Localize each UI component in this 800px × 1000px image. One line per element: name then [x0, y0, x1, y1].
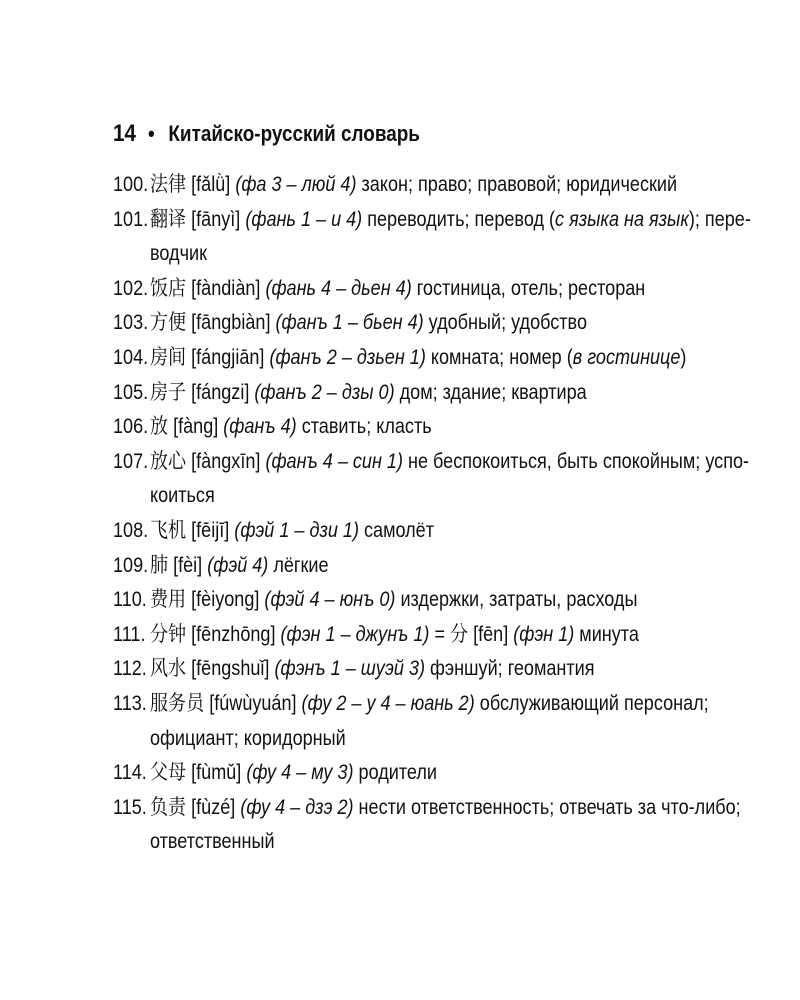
- entry-number: 104.: [113, 345, 149, 369]
- entry-transcription: (фанъ 2 – дзы 0): [254, 380, 395, 404]
- page-number: 14: [113, 120, 136, 147]
- entry-text: = 分 [fēn]: [429, 622, 514, 646]
- entry-number: 102.: [113, 276, 149, 300]
- entry-text: 父母 [fùmǔ]: [150, 761, 247, 785]
- entry-text: 费用 [fèiyong]: [150, 588, 265, 612]
- entry-text: гостиница, отель; ресторан: [411, 276, 646, 300]
- dictionary-entry: [113, 203, 751, 272]
- entry-text: обслуживающий персонал;: [474, 691, 709, 715]
- entry-transcription: (фэй 1 – дзи 1): [234, 518, 359, 542]
- entry-text: удобный; удобство: [423, 311, 588, 335]
- dictionary-entry: [113, 549, 711, 584]
- entry-number: 112.: [113, 657, 147, 681]
- entry-text: 方便 [fāngbiàn]: [150, 311, 276, 335]
- entry-transcription: (фэнъ 1 – шуэй 3): [274, 657, 425, 681]
- entry-transcription: (фа 3 – люй 4): [235, 173, 357, 196]
- entry-text: водчик: [150, 242, 207, 266]
- entry-body: [150, 272, 726, 307]
- entry-body: [150, 549, 711, 584]
- entry-text: 负责 [fùzé]: [150, 795, 241, 819]
- entry-line: [150, 203, 751, 238]
- entry-text: 服务员 [fúwùyuán]: [150, 691, 302, 715]
- entry-text: 翻译 [fānyì]: [150, 207, 246, 231]
- entry-body: [150, 618, 719, 653]
- dictionary-entry: [113, 791, 741, 860]
- entry-text: ответственный: [150, 830, 275, 854]
- entry-text: комната; номер (: [425, 345, 573, 369]
- entry-text: нести ответственность; отвечать за что-либо;: [353, 795, 741, 819]
- dictionary-entry: [113, 514, 711, 549]
- entry-line: [150, 549, 632, 584]
- entry-number: 111.: [113, 622, 146, 646]
- entry-transcription: с языка на язык: [555, 207, 689, 231]
- entry-line: [150, 791, 741, 826]
- entry-body: [150, 583, 717, 618]
- entry-body: [150, 791, 800, 860]
- dictionary-entry: [113, 306, 711, 341]
- entry-number: 109.: [113, 553, 149, 577]
- entry-transcription: в гостинице: [572, 345, 681, 369]
- dictionary-entry: [113, 583, 711, 618]
- page-title: Китайско-русский словарь: [168, 121, 420, 146]
- page-header: [113, 120, 420, 148]
- entry-body: [150, 168, 763, 203]
- entry-number: 107.: [113, 449, 149, 473]
- entry-number: 113.: [113, 691, 147, 715]
- entry-text: 风水 [fēngshuǐ]: [150, 657, 275, 681]
- entry-text: 分钟 [fēnzhōng]: [150, 622, 281, 646]
- entry-line: [150, 306, 632, 341]
- entry-line: [150, 341, 686, 376]
- entry-text: коиться: [150, 484, 215, 508]
- dictionary-entry: [113, 445, 750, 514]
- dictionary-entry: [113, 272, 711, 307]
- entry-transcription: (фанъ 1 – бьен 4): [275, 311, 424, 335]
- entry-text: издержки, затраты, расходы: [395, 588, 638, 612]
- entry-transcription: (фанъ 2 – дзьен 1): [269, 345, 426, 369]
- entry-transcription: (фанъ 4): [223, 415, 297, 439]
- entry-text: 房间 [fángjiān]: [150, 345, 270, 369]
- entry-text: лёгкие: [268, 553, 329, 577]
- entry-body: [150, 756, 711, 791]
- entry-text: 法律 [fǎlǜ]: [150, 173, 236, 196]
- entry-number: 103.: [113, 311, 149, 335]
- entry-text: 放 [fàng]: [150, 415, 224, 439]
- entry-body: [150, 410, 711, 445]
- entry-text: фэншуй; геомантия: [424, 657, 595, 681]
- dictionary-entry: [113, 687, 711, 756]
- entry-line: [150, 514, 632, 549]
- entry-text: 飞机 [fēijī]: [150, 518, 235, 542]
- entry-text: 房子 [fángzi]: [150, 380, 255, 404]
- entry-line: [150, 168, 677, 203]
- entry-number: 110.: [113, 588, 147, 612]
- entry-number: 101.: [113, 207, 149, 231]
- entry-transcription: (фэй 4 – юнъ 0): [264, 588, 396, 612]
- entry-line: [150, 376, 632, 411]
- entry-line: [150, 756, 632, 791]
- entry-transcription: (фу 4 – дзэ 2): [240, 795, 354, 819]
- entry-number: 114.: [113, 761, 147, 785]
- entry-text: ); пере-: [688, 207, 751, 231]
- entry-list: [113, 168, 751, 860]
- entry-text: родители: [353, 761, 437, 785]
- entry-transcription: (фанъ 4 – син 1): [265, 449, 403, 473]
- entry-text: 肺 [fèi]: [150, 553, 208, 577]
- entry-line: [150, 722, 709, 757]
- entry-line: [150, 410, 632, 445]
- entry-transcription: (фэн 1): [513, 622, 575, 646]
- entry-text: переводить; перевод (: [362, 207, 556, 231]
- dictionary-entry: [113, 756, 711, 791]
- dictionary-entry: [113, 618, 711, 653]
- entry-line: [150, 652, 632, 687]
- entry-body: [150, 376, 711, 411]
- entry-number: 105.: [113, 380, 149, 404]
- entry-transcription: (фу 2 – у 4 – юань 2): [301, 691, 475, 715]
- entry-line: [150, 237, 751, 272]
- entry-body: [150, 341, 774, 376]
- entry-line: [150, 479, 749, 514]
- entry-body: [150, 306, 711, 341]
- dictionary-entry: [113, 376, 711, 411]
- entry-text: закон; право; правовой; юридический: [356, 173, 678, 196]
- entry-text: официант; коридорный: [150, 726, 346, 750]
- entry-line: [150, 687, 709, 722]
- entry-text: ): [680, 345, 687, 369]
- dictionary-entry: [113, 168, 711, 203]
- entry-line: [150, 618, 639, 653]
- entry-line: [150, 272, 645, 307]
- entry-transcription: (фу 4 – му 3): [246, 761, 354, 785]
- entry-text: ставить; класть: [296, 415, 432, 439]
- entry-text: 饭店 [fàndiàn]: [150, 276, 266, 300]
- entry-number: 100.: [113, 173, 149, 196]
- dictionary-entry: [113, 410, 711, 445]
- entry-number: 108.: [113, 518, 149, 542]
- dictionary-entry: [113, 341, 711, 376]
- entry-text: минута: [574, 622, 639, 646]
- entry-transcription: (фэн 1 – джунъ 1): [280, 622, 430, 646]
- entry-line: [150, 825, 741, 860]
- entry-text: самолёт: [358, 518, 435, 542]
- entry-text: дом; здание; квартира: [394, 380, 587, 404]
- dictionary-entry: [113, 652, 711, 687]
- entry-transcription: (фэй 4): [207, 553, 269, 577]
- entry-text: 放心 [fàngxīn]: [150, 449, 266, 473]
- entry-body: [150, 203, 800, 272]
- entry-line: [150, 583, 637, 618]
- entry-text: не беспокоиться, быть спокойным; успо-: [402, 449, 750, 473]
- header-bullet: •: [148, 121, 155, 146]
- entry-transcription: (фань 4 – дьен 4): [265, 276, 412, 300]
- entry-body: [150, 652, 711, 687]
- entry-body: [150, 687, 800, 756]
- entry-number: 115.: [113, 795, 147, 819]
- entry-line: [150, 445, 749, 480]
- entry-body: [150, 514, 711, 549]
- entry-number: 106.: [113, 415, 149, 439]
- entry-transcription: (фань 1 – и 4): [245, 207, 363, 231]
- entry-body: [150, 445, 800, 514]
